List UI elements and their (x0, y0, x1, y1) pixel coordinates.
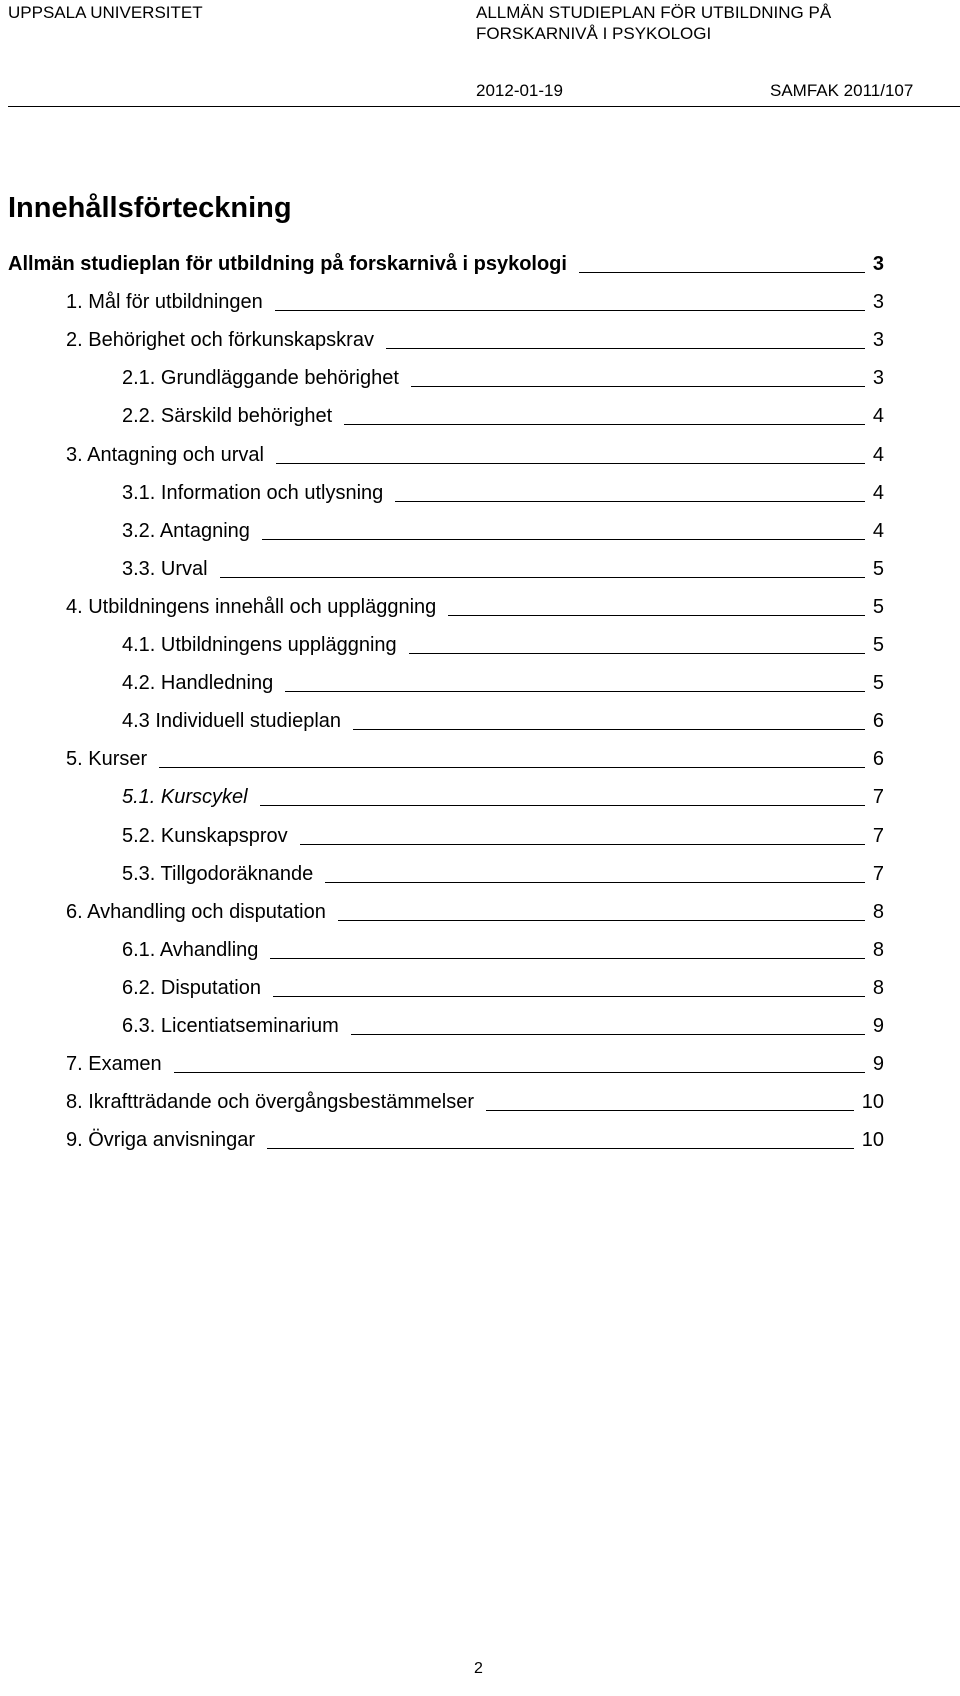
toc-leader-line (159, 767, 865, 768)
toc-leader-line (273, 996, 865, 997)
toc-entry-page: 9 (872, 1015, 884, 1037)
toc-entry-page: 3 (872, 253, 884, 275)
toc-entry-label: 9. Övriga anvisningar (66, 1129, 255, 1151)
toc-entry-label: 3.1. Information och utlysning (122, 482, 384, 504)
toc-entry-label: 5.2. Kunskapsprov (122, 825, 288, 847)
institution-name: UPPSALA UNIVERSITET (8, 3, 203, 22)
toc-entry-label: 2.2. Särskild behörighet (122, 405, 333, 427)
toc-entry[interactable] (122, 974, 884, 1000)
header-divider (8, 106, 960, 107)
toc-entry[interactable] (122, 783, 884, 809)
toc-entry-label: 5. Kurser (66, 748, 148, 770)
toc-entry[interactable] (122, 707, 884, 733)
toc-entry-page: 10 (861, 1091, 884, 1113)
toc-leader-line (579, 272, 865, 273)
toc-entry[interactable] (122, 1012, 884, 1038)
document-title-line2: FORSKARNIVÅ I PSYKOLOGI (476, 24, 712, 43)
toc-leader-line (386, 348, 865, 349)
toc-leader-line (267, 1148, 854, 1149)
toc-entry[interactable] (122, 402, 884, 428)
toc-entry-page: 3 (872, 367, 884, 389)
document-title (476, 2, 831, 44)
toc-leader-line (174, 1072, 865, 1073)
toc-entry-label: 8. Ikraftträdande och övergångsbestämmelser (66, 1091, 474, 1113)
toc-entry-page: 7 (872, 825, 884, 847)
toc-entry-page: 10 (861, 1129, 884, 1151)
toc-entry-page: 5 (872, 672, 884, 694)
toc-leader-line (409, 653, 865, 654)
toc-leader-line (275, 310, 865, 311)
page-number: 2 (474, 1660, 483, 1677)
toc-entry[interactable] (66, 1050, 884, 1076)
document-date: 2012-01-19 (476, 81, 563, 100)
toc-entry-label: 4. Utbildningens innehåll och uppläggning (66, 596, 437, 618)
toc-entry-label: 6.2. Disputation (122, 977, 261, 999)
toc-entry-page: 3 (872, 329, 884, 351)
toc-leader-line (260, 805, 865, 806)
toc-entry-label: 7. Examen (66, 1053, 162, 1075)
toc-entry-label: 5.1. Kurscykel (122, 786, 248, 808)
toc-entry-label: 3.3. Urval (122, 558, 208, 580)
toc-entry[interactable] (66, 326, 884, 352)
document-title-line1: ALLMÄN STUDIEPLAN FÖR UTBILDNING PÅ (476, 3, 832, 22)
toc-entry-page: 3 (872, 291, 884, 313)
toc-entry[interactable] (66, 745, 884, 771)
toc-entry-page: 4 (872, 482, 884, 504)
toc-entry[interactable] (122, 479, 884, 505)
toc-leader-line (448, 615, 865, 616)
toc-entry[interactable] (122, 364, 884, 390)
toc-entry[interactable] (122, 822, 884, 848)
toc-entry-label: 4.2. Handledning (122, 672, 274, 694)
toc-entry-label: 3. Antagning och urval (66, 444, 264, 466)
toc-entry-label: 4.1. Utbildningens uppläggning (122, 634, 397, 656)
toc-leader-line (344, 424, 865, 425)
toc-entry[interactable] (122, 669, 884, 695)
toc-entry-page: 7 (872, 786, 884, 808)
document-reference: SAMFAK 2011/107 (770, 81, 914, 100)
toc-leader-line (276, 463, 865, 464)
toc-entry-label: 2.1. Grundläggande behörighet (122, 367, 399, 389)
toc-entry-page: 9 (872, 1053, 884, 1075)
toc-heading: Innehållsförteckning (8, 192, 292, 224)
toc-entry-page: 6 (872, 748, 884, 770)
toc-entry-page: 5 (872, 634, 884, 656)
toc-entry-label: 6.3. Licentiatseminarium (122, 1015, 339, 1037)
toc-leader-line (262, 539, 865, 540)
toc-entry-label: 1. Mål för utbildningen (66, 291, 263, 313)
toc-entry-label: 5.3. Tillgodoräknande (122, 863, 314, 885)
toc-entry-page: 8 (872, 977, 884, 999)
toc-leader-line (486, 1110, 854, 1111)
toc-entry-page: 7 (872, 863, 884, 885)
toc-leader-line (395, 501, 865, 502)
toc-leader-line (220, 577, 865, 578)
toc-entry-label: 2. Behörighet och förkunskapskrav (66, 329, 374, 351)
toc-entry[interactable] (122, 517, 884, 543)
toc-entry[interactable] (66, 1126, 884, 1152)
toc-entry[interactable] (122, 936, 884, 962)
toc-entry[interactable] (66, 288, 884, 314)
toc-entry-page: 5 (872, 596, 884, 618)
toc-entry[interactable] (122, 555, 884, 581)
toc-entry-label: 6. Avhandling och disputation (66, 901, 326, 923)
toc-entry-page: 6 (872, 710, 884, 732)
toc-entry-page: 4 (872, 444, 884, 466)
toc-entry-page: 8 (872, 901, 884, 923)
toc-entry[interactable] (66, 1088, 884, 1114)
toc-leader-line (351, 1034, 865, 1035)
toc-entry-page: 8 (872, 939, 884, 961)
toc-leader-line (338, 920, 865, 921)
toc-entry-label: 6.1. Avhandling (122, 939, 259, 961)
toc-entry[interactable] (66, 441, 884, 467)
toc-entry-label: Allmän studieplan för utbildning på forskarnivå i psykologi (8, 253, 567, 275)
toc-entry-label: 4.3 Individuell studieplan (122, 710, 342, 732)
toc-entry-page: 5 (872, 558, 884, 580)
toc-leader-line (270, 958, 864, 959)
toc-entry-label: 3.2. Antagning (122, 520, 250, 542)
toc-leader-line (325, 882, 865, 883)
toc-entry[interactable] (122, 631, 884, 657)
toc-entry[interactable] (8, 250, 884, 276)
toc-leader-line (411, 386, 865, 387)
toc-entry[interactable] (66, 593, 884, 619)
toc-leader-line (353, 729, 865, 730)
toc-leader-line (285, 691, 865, 692)
toc-entry-page: 4 (872, 405, 884, 427)
toc-entry-page: 4 (872, 520, 884, 542)
toc-leader-line (300, 844, 865, 845)
toc-entry[interactable] (122, 860, 884, 886)
toc-entry[interactable] (66, 898, 884, 924)
